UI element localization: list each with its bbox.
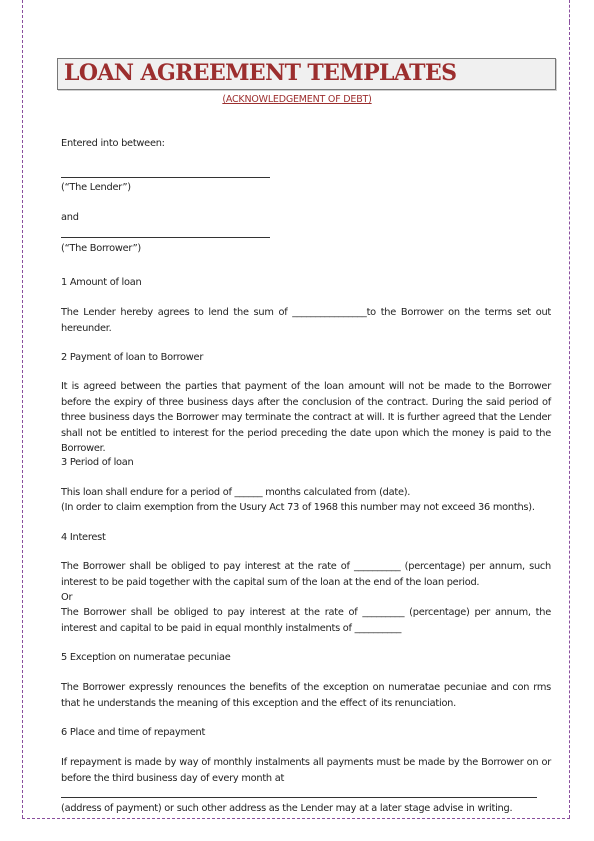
document-subtitle: (ACKNOWLEDGEMENT OF DEBT) (222, 94, 372, 105)
section-5-body: The Borrower expressly renounces the benefits of the exception on numeratae pecuniae and con rms that he understands the meaning of this exception and the effect of its renunciation. (61, 682, 551, 709)
section-4-or: Or (61, 592, 73, 603)
section-6-address: (address of payment) or such other address as the Lender may at a later stage advise in writing. (61, 803, 513, 814)
parties-intro: Entered into between: (61, 138, 165, 149)
title-box (57, 58, 556, 90)
and-label: and (61, 212, 79, 223)
section-5-heading: 5 Exception on numeratae pecuniae (61, 652, 231, 663)
borrower-label: (“The Borrower”) (61, 243, 141, 254)
section-4-heading: 4 Interest (61, 532, 106, 543)
section-3-line-1: This loan shall endure for a period of ______ months calculated from (date). (61, 487, 411, 498)
document-title: LOAN AGREEMENT TEMPLATES (64, 60, 457, 86)
section-4-option-2: The Borrower shall be obliged to pay interest at the rate of _________ (percentage) per annum, the interest and capital to be paid in equal monthly instalments of __________ (61, 607, 551, 634)
section-3-line-2: (In order to claim exemption from the Usury Act 73 of 1968 this number may not exceed 36 months). (61, 502, 535, 513)
section-1-body: The Lender hereby agrees to lend the sum of ________________to the Borrower on the terms set out hereunder. (61, 307, 551, 334)
section-6-heading: 6 Place and time of repayment (61, 727, 206, 738)
borrower-signature-line (61, 237, 270, 238)
section-4-option-1: The Borrower shall be obliged to pay interest at the rate of __________ (percentage) per annum, such interest to be paid together with the capital sum of the loan at the end of the loan period. (61, 561, 551, 588)
section-2-heading: 2 Payment of loan to Borrower (61, 352, 204, 363)
section-1-heading: 1 Amount of loan (61, 277, 142, 288)
lender-label: (“The Lender”) (61, 182, 131, 193)
section-6-body: If repayment is made by way of monthly instalments all payments must be made by the Borrower on or before the third business day of every month at (61, 757, 551, 784)
payment-address-line (61, 797, 537, 798)
lender-signature-line (61, 177, 270, 178)
page-border-bottom (22, 818, 570, 819)
section-2-body: It is agreed between the parties that payment of the loan amount will not be made to the Borrower before the expiry of three business days after the conclusion of the contract. During the said period of three business days the Borrower may terminate the contract at will. It is further agreed that the Lender shall not be entitled to interest for the period preceding the date upon which the money is paid to the Borrower. (61, 381, 551, 454)
page-border-top-right (569, 0, 570, 22)
page-border-right (569, 22, 570, 818)
page-border-left (22, 0, 23, 818)
section-3-heading: 3 Period of loan (61, 457, 134, 468)
